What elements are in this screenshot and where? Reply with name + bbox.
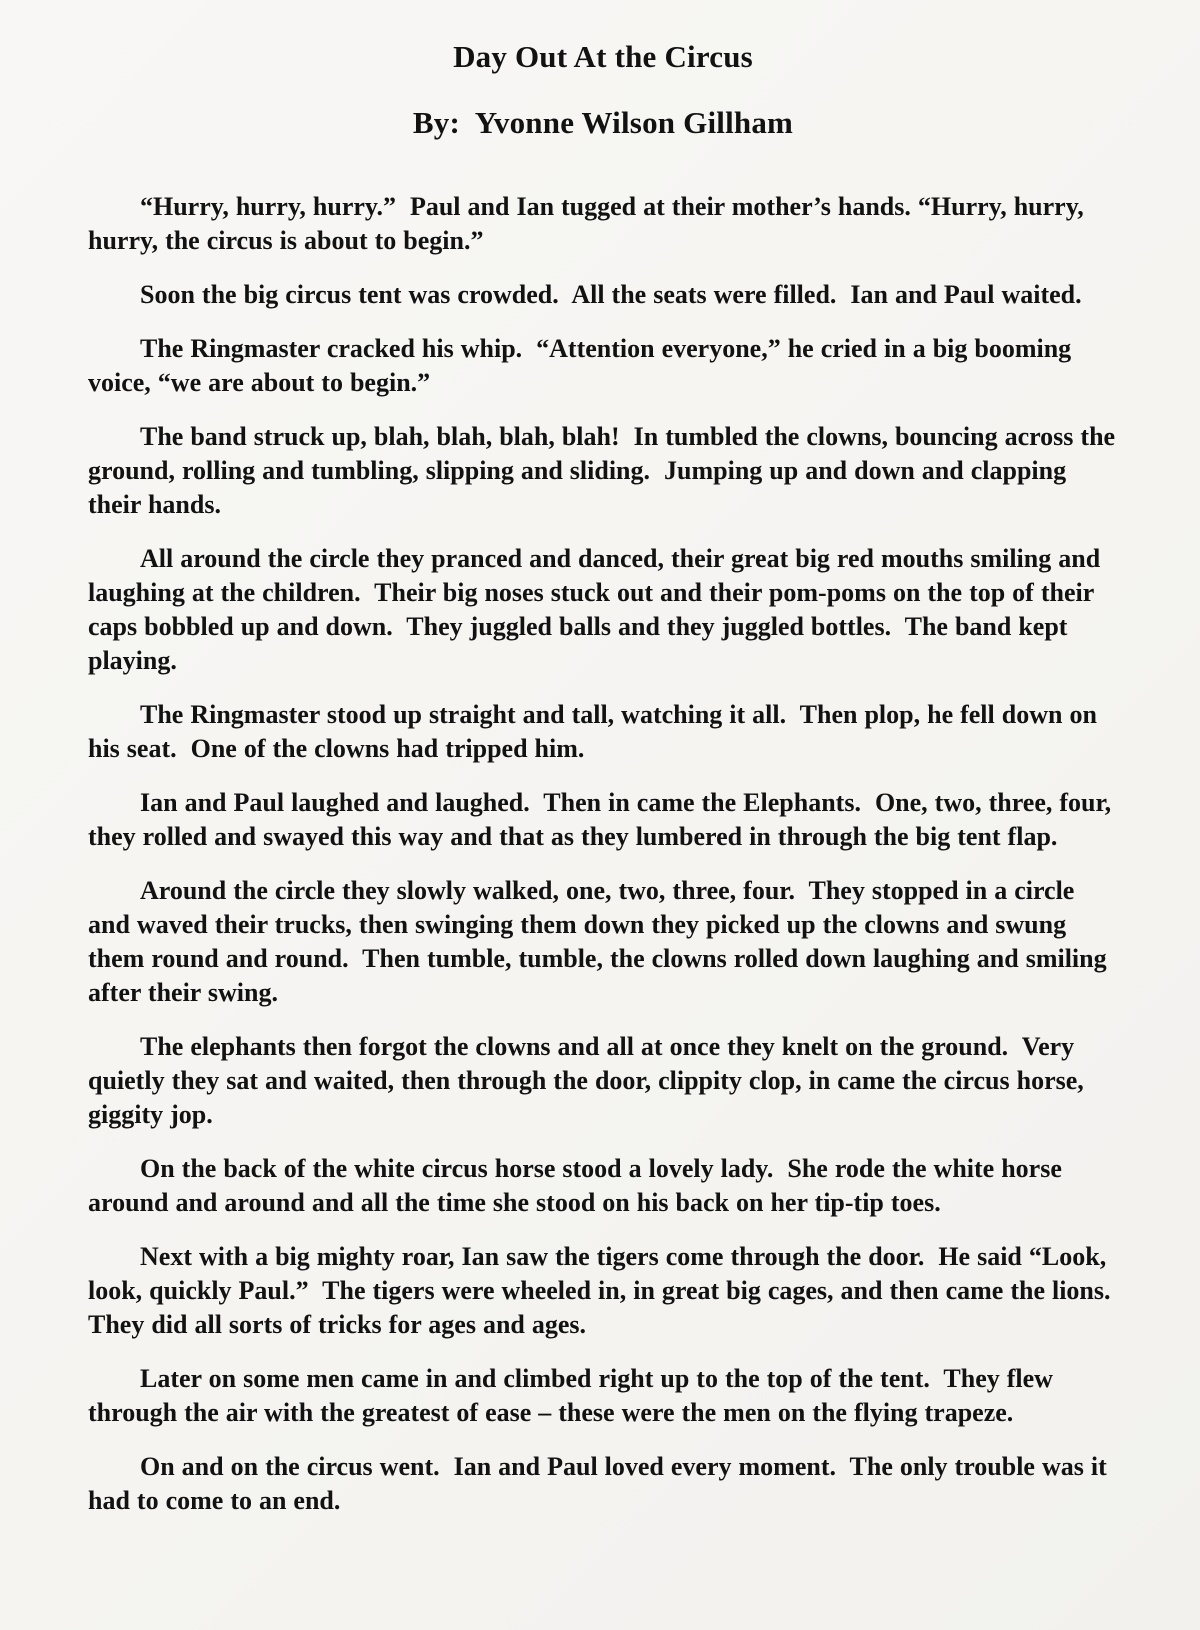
paragraph-flying-trapeze: Later on some men came in and climbed right up to the top of the tent. They flew through the air with the greatest of ease – these were the men on the flying trapeze.	[88, 1364, 1060, 1427]
paragraph-hurry-hurry: “Hurry, hurry, hurry.” Paul and Ian tugged at their mother’s hands. “Hurry, hurry, hurry, the circus is about to begin.”	[88, 192, 1091, 255]
document-byline: By: Yvonne Wilson Gillham	[412, 105, 794, 140]
paragraph-tigers-and-lions: Next with a big mighty roar, Ian saw the tigers come through the door. He said “Look, look, quickly Paul.” The tigers were wheeled in, in great big cages, and then came the lions. They did all sorts of tricks for ages and ages.	[88, 1242, 1125, 1339]
document-title: Day Out At the Circus	[453, 39, 753, 74]
paragraph-ringmaster-whip: The Ringmaster cracked his whip. “Attention everyone,” he cried in a big booming voice, “we are about to begin.”	[88, 334, 1079, 397]
paragraph-horse-enters: The elephants then forgot the clowns and all at once they knelt on the ground. Very quietly they sat and waited, then through the door, clippity clop, in came the circus horse, giggity jop.	[88, 1032, 1091, 1129]
paragraph-ringmaster-fell: The Ringmaster stood up straight and tall, watching it all. Then plop, he fell down on his seat. One of the clowns had tripped him.	[88, 700, 1104, 763]
paragraph-band-struck-up: The band struck up, blah, blah, blah, blah! In tumbled the clowns, bouncing across the ground, rolling and tumbling, slipping and sliding. Jumping up and down and clapping their hands.	[88, 422, 1123, 519]
paragraph-tent-crowded: Soon the big circus tent was crowded. All the seats were filled. Ian and Paul waited.	[140, 280, 1082, 309]
paragraph-lovely-lady: On the back of the white circus horse stood a lovely lady. She rode the white horse around and around and all the time she stood on his back on her tip-tip toes.	[88, 1154, 1069, 1217]
paragraph-elephants-enter: Ian and Paul laughed and laughed. Then in came the Elephants. One, two, three, four, they rolled and swayed this way and that as they lumbered in through the big tent flap.	[88, 788, 1119, 851]
paragraph-clowns-danced: All around the circle they pranced and danced, their great big red mouths smiling and laughing at the children. Their big noses stuck out and their pom-poms on the top of their caps bobbled up and down. They juggled balls and they juggled bottles. The band kept playing.	[88, 544, 1108, 675]
paragraph-elephants-swing-clowns: Around the circle they slowly walked, one, two, three, four. They stopped in a circle and waved their trucks, then swinging them down they picked up the clowns and swung them round and round. Then tumble, tumble, the clowns rolled down laughing and smiling after their swing.	[88, 876, 1114, 1007]
paragraph-ending: On and on the circus went. Ian and Paul loved every moment. The only trouble was it had to come to an end.	[88, 1452, 1114, 1515]
